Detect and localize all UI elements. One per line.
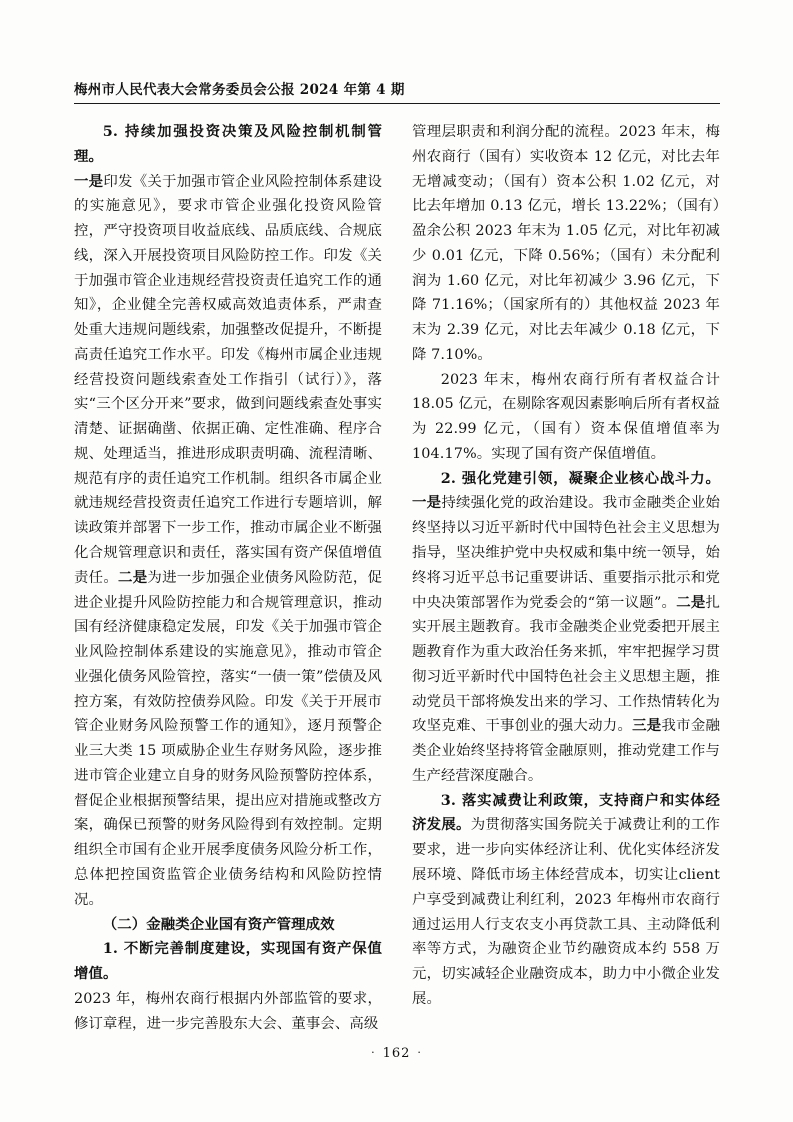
- right-column: [412, 120, 720, 1036]
- body-text: 印发《关于加强市管企业风险控制体系建设的实施意见》，要求市管企业强化投资风险管控，严守投资项目收益底线、品质底线、合规底线，深入开展投资项目风险防控工作。印发《关于加强市管企业违规经营投资责任追究工作的通知》，企业健全完善权威高效追责体系，严肃查处重大违规问题线索，加强整改促提升，不断提高责任追究工作水平。印发《梅州市属企业违规经营投资问题线索查处工作指引（试行）》，落实“三个区分开来”要求，做到问题线索查处事实清楚、证据确凿、依据正确、定性准确、程序合规、处理适当，推进形成职责明确、流程清晰、规范有序的责任追究工作机制。组织各市属企业就违规经营投资责任追究工作进行专题培训，解读政策并部署下一步工作，推动市属企业不断强化合规管理意识和责任，落实国有资产保值增值责任。: [74, 173, 383, 586]
- paragraph: [74, 937, 382, 987]
- paragraph: [74, 987, 382, 1037]
- body-text: 我市金融类企业始终坚持将管金融原则，推动党建工作与生产经营深度融合。: [412, 718, 720, 784]
- footer-left-dot: ·: [371, 1046, 376, 1059]
- paragraph: [412, 120, 720, 368]
- paragraph: [74, 120, 382, 170]
- emphasis-text: 一是: [412, 494, 442, 512]
- emphasis-text: 1. 不断完善制度建设，实现国有资产保值增值。: [74, 940, 382, 983]
- left-column: [74, 120, 382, 1036]
- paragraph: [412, 789, 720, 1012]
- paragraph: [412, 368, 720, 467]
- paragraph: [74, 170, 382, 913]
- body-text: 为贯彻落实国务院关于减费让利的工作要求，进一步向实体经济让利、优化实体经济发展环境、降低市场主体经营成本，切实让client户享受到减费让利红利，2023 年梅州市农商行通过运用人行支农支小再贷款工具、主动降低利率等方式，为融资企业节约融资成本约 558 万元，切实减轻企业融资成本，助力中小微企业发展。: [412, 817, 720, 1007]
- emphasis-text: （二）金融类企业国有资产管理成效: [102, 915, 335, 933]
- body-text: 为进一步加强企业债务风险防范，促进企业提升风险防控能力和合规管理意识，推动国有经济健康稳定发展，印发《关于加强市管企业风险控制体系建设的实施意见》，推动市管企业强化债务风险管控，落实“一债一策”偿债及风控方案，有效防控债券风险。印发《关于开展市管企业财务风险预警工作的通知》，逐月预警企业三大类 15 项威胁企业生存财务风险，逐步推进市管企业建立自身的财务风险预警防控体系，督促企业根据预警结果，提出应对措施或整改方案，确保已预警的财务风险得到有效控制。定期组织全市国有企业开展季度债务风险分析工作，总体把控国资监管企业债务结构和风险防控情况。: [74, 569, 382, 908]
- body-text: 持续强化党的政治建设。我市金融类企业始终坚持以习近平新时代中国特色社会主义思想为指导，坚决维护党中央权威和集中统一领导，始终将习近平总书记重要讲话、重要指示批示和党中央决策部署作为党委会的“第一议题”。: [412, 495, 721, 611]
- emphasis-text: 3. 落实减费让利政策，支持商户和实体经济发展。: [412, 791, 720, 834]
- page-footer: [0, 1046, 793, 1061]
- two-column-body: [74, 120, 720, 1036]
- footer-right-dot: ·: [417, 1046, 422, 1059]
- body-text: 扎实开展主题教育。我市金融类企业党委把开展主题教育作为重大政治任务来抓，牢牢把握学习贯彻习近平新时代中国特色社会主义思想主题，推动党员干部将焕发出来的学习、工作热情转化为攻坚克难、干事创业的强大动力。: [412, 594, 720, 735]
- emphasis-text: 一是: [74, 172, 104, 190]
- emphasis-text: 三是: [632, 717, 662, 735]
- page-number: 162: [382, 1046, 411, 1061]
- paragraph: [412, 467, 720, 789]
- paragraph: [74, 913, 382, 938]
- emphasis-text: 2. 强化党建引领，凝聚企业核心战斗力。: [440, 469, 720, 487]
- emphasis-text: 二是: [676, 593, 706, 611]
- page-header: 梅州市人民代表大会常务委员会公报 2024 年第 4 期: [74, 78, 720, 104]
- emphasis-text: 二是: [118, 568, 148, 586]
- body-text: 2023 年末，梅州农商行所有者权益合计 18.05 亿元，在剔除客观因素影响后所有者权益为 22.99 亿元，（国有）资本保值增值率为 104.17%。实现了国有资产保值增值。: [412, 371, 720, 462]
- page-content: [74, 78, 720, 1058]
- body-text: 管理层职责和利润分配的流程。2023 年末，梅州农商行（国有）实收资本 12 亿元，对比去年无增减变动；（国有）资本公积 1.02 亿元，对比去年增加 0.13 亿元，增长 13.22%；（国有）盈余公积 2023 年末为 1.05 亿元，对比年初减少 0.01 亿元，下降 0.56%；（国有）未分配利润为 1.60 亿元，对比年初减少 3.96 亿元，下降 71.16%；（国家所有的）其他权益 2023 年末为 2.39 亿元，对比去年减少 0.18 亿元，下降 7.10%。: [412, 124, 720, 363]
- body-text: 2023 年，梅州农商行根据内外部监管的要求，修订章程，进一步完善股东大会、董事会、高级: [74, 990, 382, 1032]
- emphasis-text: 5. 持续加强投资决策及风险控制机制管理。: [74, 123, 382, 165]
